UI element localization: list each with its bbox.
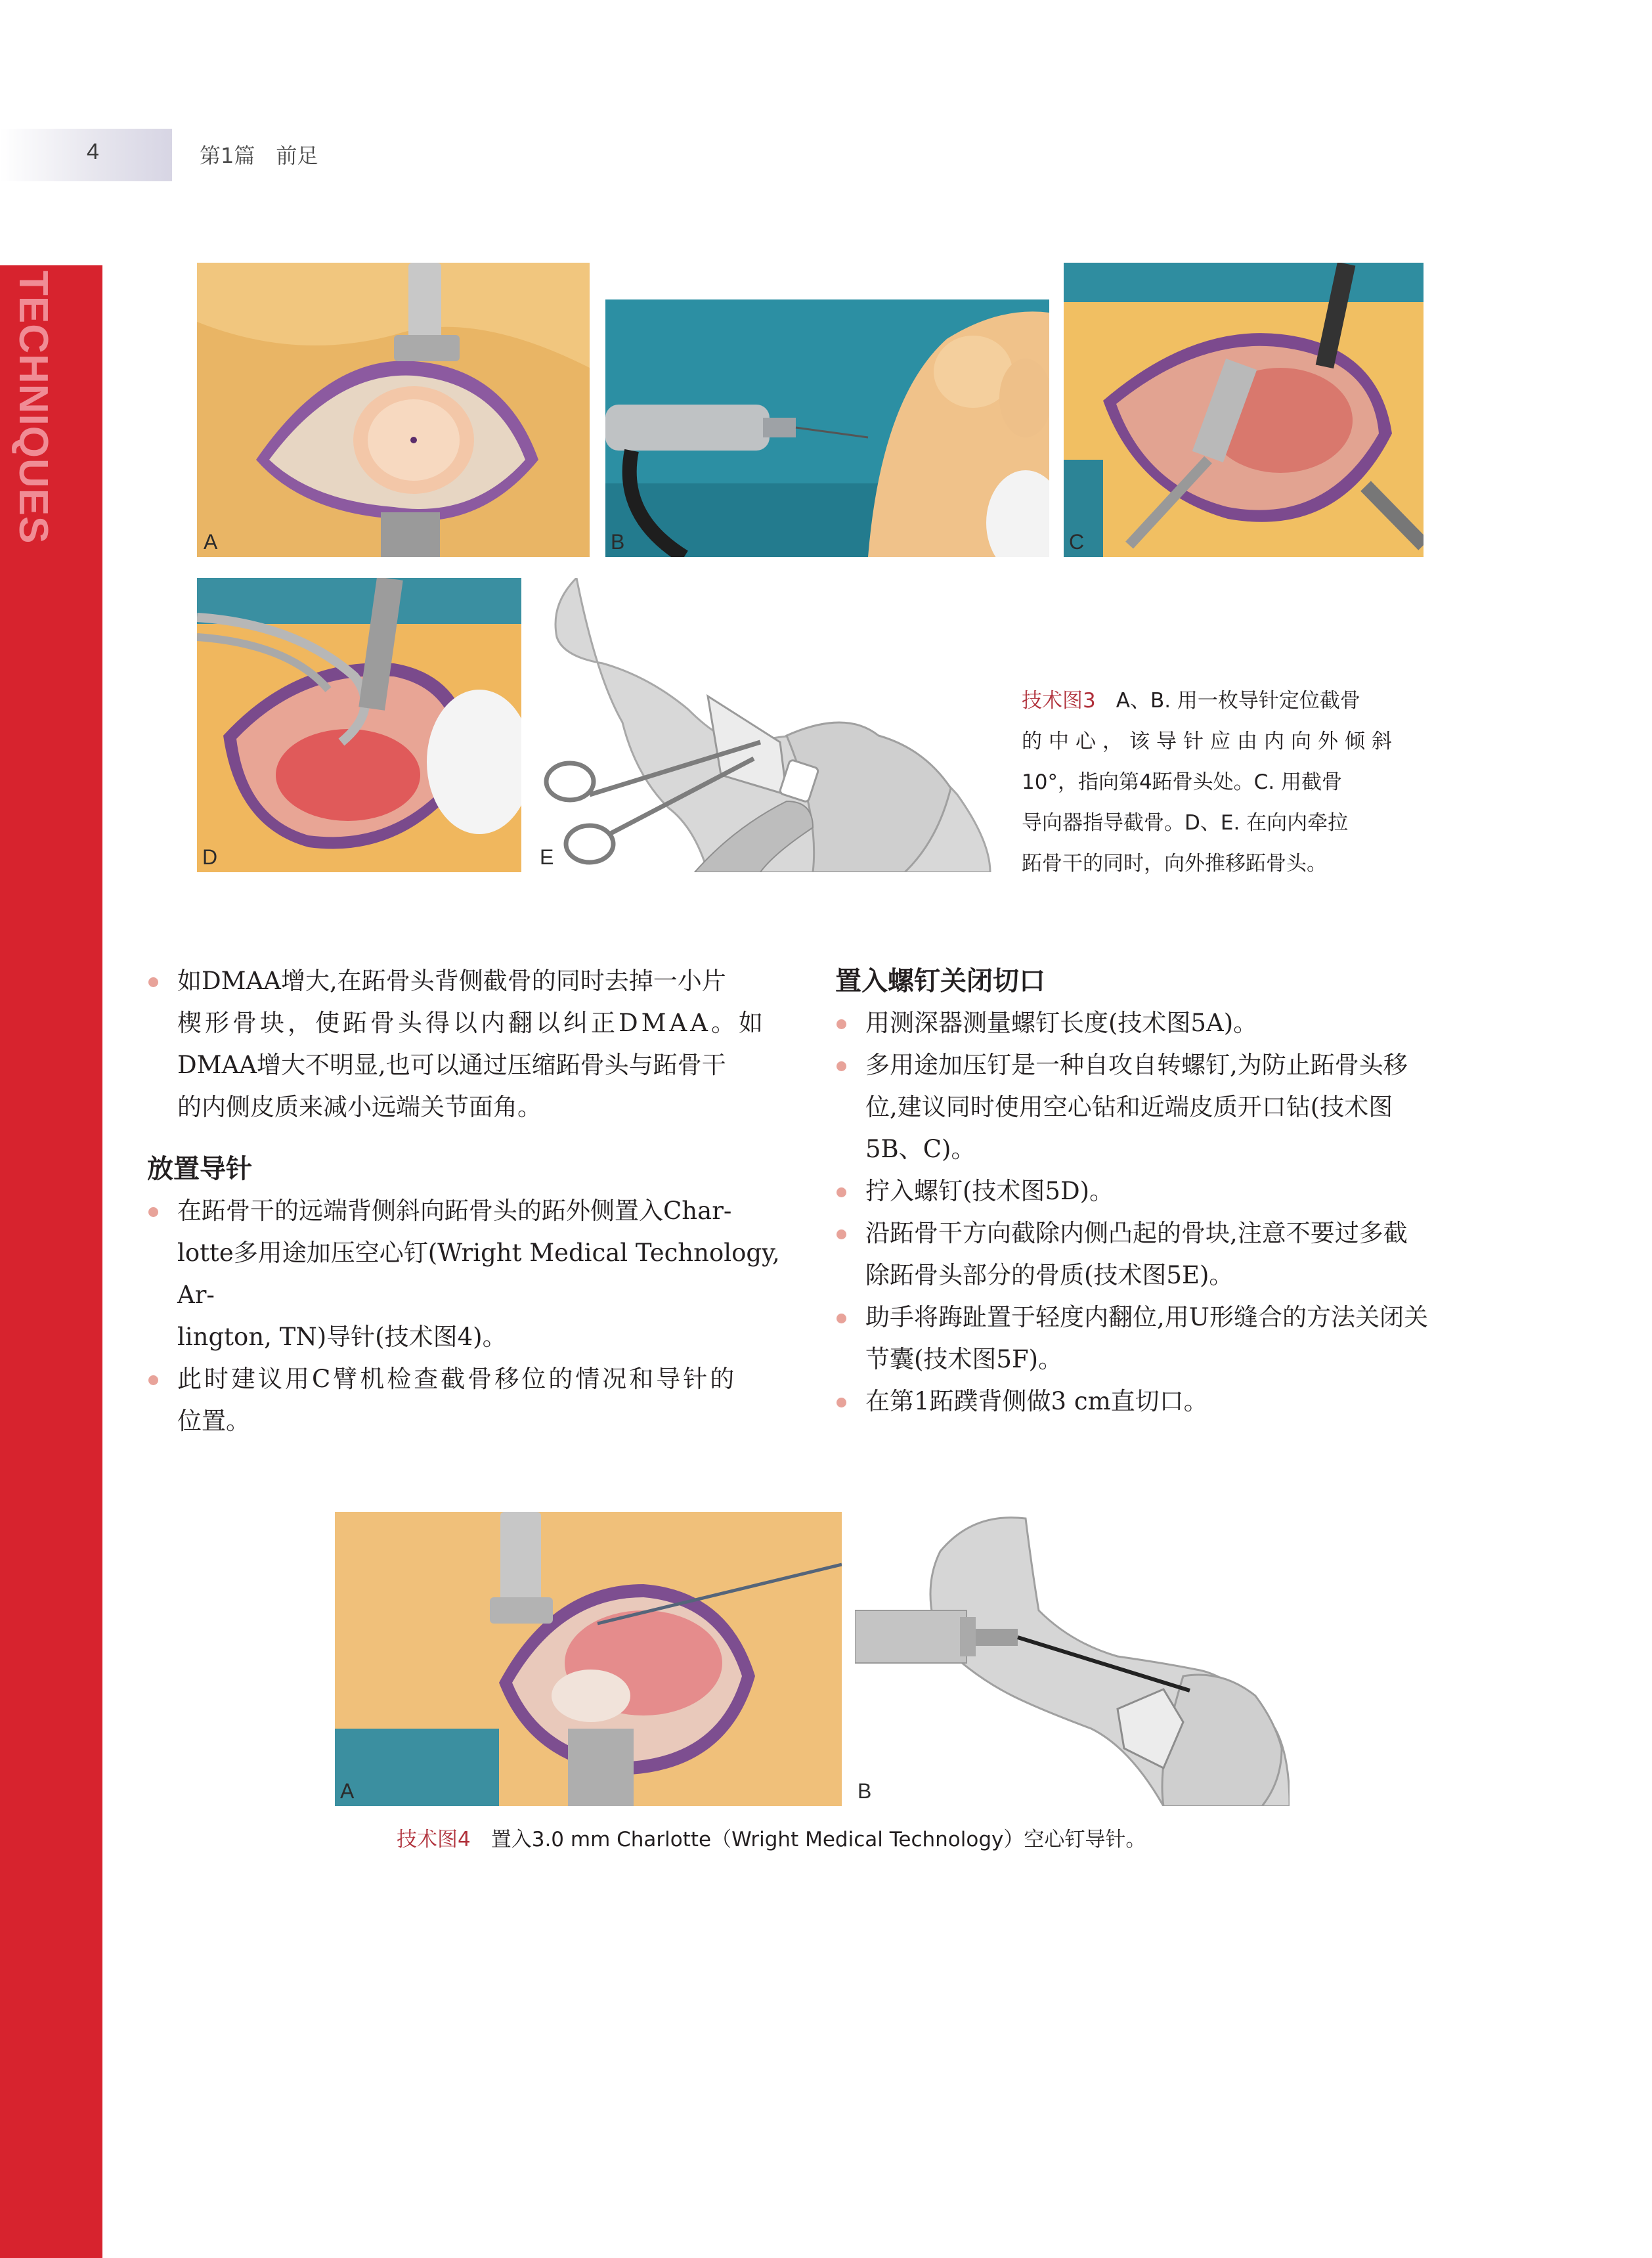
figure3-caption-line: 导向器指导截骨。D、E. 在向内牵拉 [1022, 811, 1349, 835]
left-column [147, 960, 791, 1442]
figure4-caption-label: 技术图4 [397, 1828, 471, 1851]
section-title-guidewire: 放置导针 [147, 1153, 252, 1184]
figure3-caption-line: 跖骨干的同时，向外推移跖骨头。 [1022, 852, 1327, 875]
list-item: 此时建议用C臂机检查截骨移位的情况和导针的 位置。 [147, 1358, 791, 1442]
side-tab-label: TECHNIQUES [11, 271, 56, 544]
side-bar [0, 265, 102, 2258]
figure3-caption-line: 技术图3 A、B. 用一枚导针定位截骨 [1022, 689, 1360, 713]
panel-letter-b: B [611, 530, 625, 554]
figure3-caption [1022, 680, 1429, 884]
figure3-caption-line: 10°，指向第4跖骨头处。C. 用截骨 [1022, 770, 1343, 794]
list-item: 拧入螺钉(技术图5D)。 [835, 1170, 1492, 1212]
figure3-photo-d [197, 578, 521, 872]
page-number: 4 [87, 139, 99, 164]
figure3-photo-a [197, 263, 590, 557]
figure3-photo-c [1064, 263, 1424, 557]
list-item: 在跖骨干的远端背侧斜向跖骨头的跖外侧置入Char- lotte多用途加压空心钉(Wright Medical Technology, Ar- lington, TN)导针(技术图4)。 [147, 1190, 791, 1358]
running-head: 第1篇 前足 [200, 143, 318, 168]
panel-letter-4b: B [858, 1779, 872, 1803]
header-band [0, 129, 172, 181]
figure3-photo-b [605, 299, 1049, 557]
figure4-caption-text: 置入3.0 mm Charlotte（Wright Medical Technology）空心钉导针。 [490, 1828, 1146, 1851]
figure4-caption [397, 1823, 1381, 1856]
figure4-drawing-b [855, 1512, 1290, 1806]
list-item: 如DMAA增大,在跖骨头背侧截骨的同时去掉一小片 楔形骨块，使跖骨头得以内翻以纠正DMAA。如 DMAA增大不明显,也可以通过压缩跖骨头与跖骨干 的内侧皮质来减小远端关节面角。 [147, 960, 791, 1128]
panel-letter-4a: A [340, 1779, 355, 1803]
panel-letter-c: C [1069, 530, 1085, 554]
list-item: 多用途加压钉是一种自攻自转螺钉,为防止跖骨头移 位,建议同时使用空心钻和近端皮质开口钻(技术图 5B、C)。 [835, 1044, 1492, 1170]
panel-letter-a: A [204, 530, 218, 554]
right-column [835, 960, 1492, 1423]
panel-letter-e: E [540, 845, 554, 869]
list-item: 用测深器测量螺钉长度(技术图5A)。 [835, 1002, 1492, 1044]
figure3-caption-line: 的中心，该导针应由内向外倾斜 [1022, 730, 1399, 753]
figure3-drawing-e [537, 578, 1010, 872]
list-item: 在第1跖蹼背侧做3 cm直切口。 [835, 1381, 1492, 1423]
list-item: 沿跖骨干方向截除内侧凸起的骨块,注意不要过多截 除跖骨头部分的骨质(技术图5E)。 [835, 1212, 1492, 1296]
list-item: 助手将踇趾置于轻度内翻位,用U形缝合的方法关闭关 节囊(技术图5F)。 [835, 1296, 1492, 1381]
figure4-photo-a [335, 1512, 842, 1806]
figure3-caption-label: 技术图3 [1022, 689, 1096, 713]
section-title-screw: 置入螺钉关闭切口 [835, 965, 1045, 996]
panel-letter-d: D [202, 845, 218, 869]
